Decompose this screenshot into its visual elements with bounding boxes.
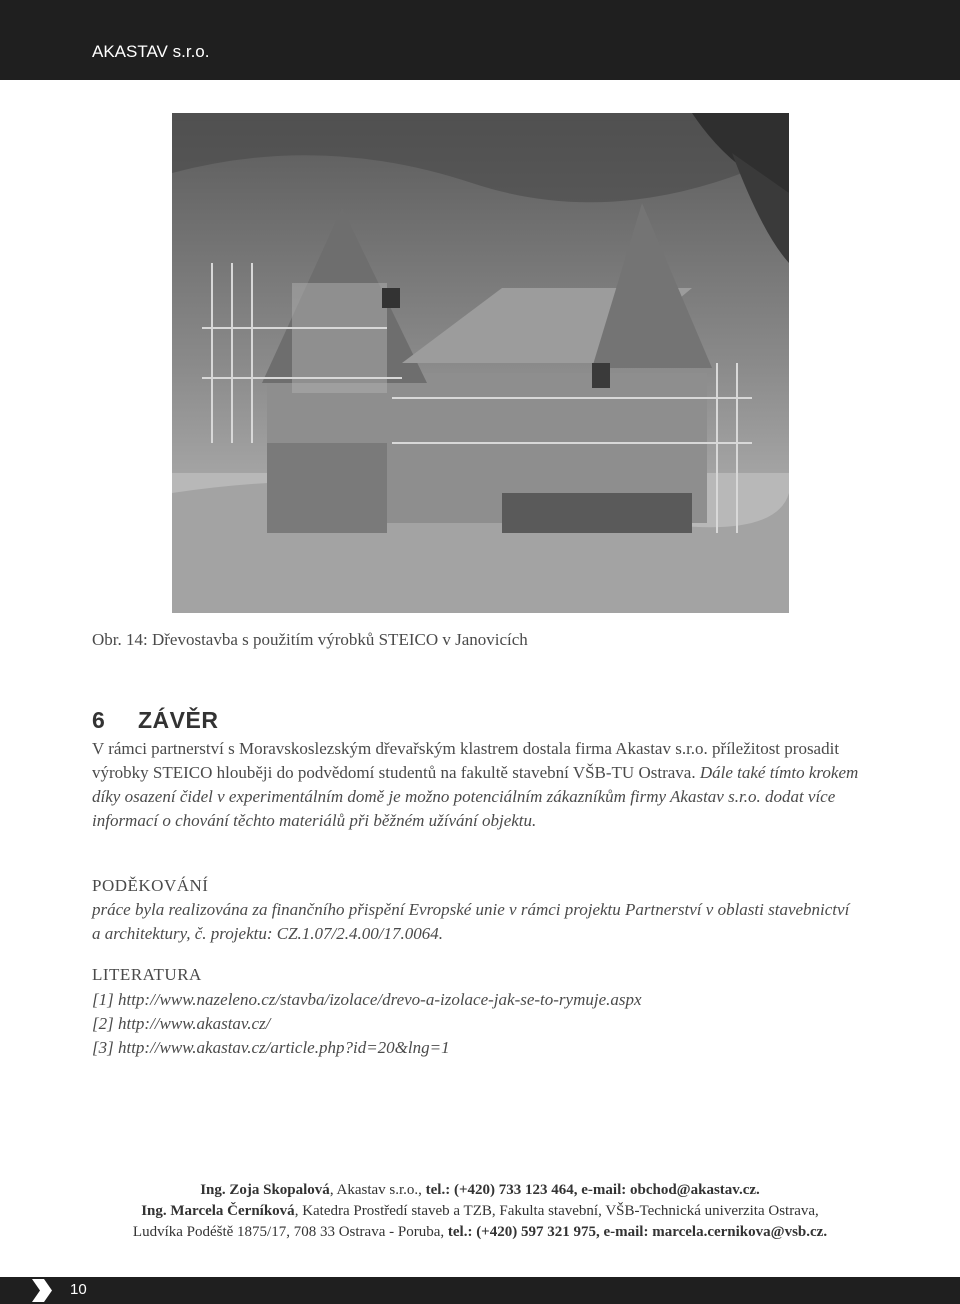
conclusion-line-4: informací o chování těchto materiálů při běžném užívání objektu. <box>92 811 537 830</box>
contact-1-name: Ing. Zoja Skopalová <box>200 1182 330 1198</box>
section-title: ZÁVĚR <box>138 707 219 733</box>
contact-line-1 <box>0 1180 960 1201</box>
contact-line-2 <box>0 1201 960 1222</box>
house-photo <box>172 113 789 613</box>
literature-label: LITERATURA <box>92 965 202 984</box>
contact-2-org: , Katedra Prostředí staveb a TZB, Fakulta stavební, VŠB-Technická univerzita Ostrava, <box>294 1203 819 1219</box>
header-bar <box>0 0 960 80</box>
section-number: 6 <box>92 707 106 733</box>
contact-1-org: , Akastav s.r.o., <box>329 1182 426 1198</box>
contact-1-details[interactable]: tel.: (+420) 733 123 464, e-mail: obchod@akastav.cz. <box>425 1182 760 1198</box>
acknowledgement-text <box>92 898 872 946</box>
conclusion-paragraph <box>92 737 872 833</box>
section-heading <box>92 707 218 734</box>
contact-line-3 <box>0 1222 960 1243</box>
contact-2-address: Ludvíka Podéště 1875/17, 708 33 Ostrava - Poruba, <box>132 1224 448 1240</box>
author-contacts <box>0 1180 960 1243</box>
chevron-right-icon <box>30 1277 54 1304</box>
conclusion-line-2-italic: Dále také tímto krokem <box>699 763 859 782</box>
acknowledgement-line-1: práce byla realizována za finančního přispění Evropské unie v rámci projektu Partnerství v oblasti stavebnictví <box>92 900 850 919</box>
reference-item-1[interactable]: [1] http://www.nazeleno.cz/stavba/izolace/drevo-a-izolace-jak-se-to-rymuje.aspx <box>92 990 642 1009</box>
footer-bar <box>0 1277 960 1304</box>
reference-item-3[interactable]: [3] http://www.akastav.cz/article.php?id=20&lng=1 <box>92 1038 450 1057</box>
acknowledgement-line-2: a architektury, č. projektu: CZ.1.07/2.4.00/17.0064. <box>92 924 443 943</box>
conclusion-line-2 <box>92 761 872 785</box>
header-title: AKASTAV s.r.o. <box>92 42 210 61</box>
conclusion-line-1: V rámci partnerství s Moravskoslezským dřevařským klastrem dostala firma Akastav s.r.o. příležitost prosadit <box>92 739 840 758</box>
contact-2-details[interactable]: tel.: (+420) 597 321 975, e-mail: marcela.cernikova@vsb.cz. <box>447 1224 828 1240</box>
reference-item-2[interactable]: [2] http://www.akastav.cz/ <box>92 1014 271 1033</box>
reference-list <box>92 988 642 1060</box>
figure-caption: Obr. 14: Dřevostavba s použitím výrobků STEICO v Janovicích <box>92 630 528 649</box>
conclusion-line-3: díky osazení čidel v experimentálním domě je možno potenciálním zákazníkům firmy Akastav s.r.o. dodat více <box>92 787 836 806</box>
page-number: 10 <box>70 1281 87 1298</box>
acknowledgement-label: PODĚKOVÁNÍ <box>92 876 209 895</box>
conclusion-line-2-regular: výrobky STEICO hlouběji do podvědomí studentů na fakultě stavební VŠB-TU Ostrava. <box>92 763 700 782</box>
contact-2-name: Ing. Marcela Černíková <box>141 1203 295 1219</box>
